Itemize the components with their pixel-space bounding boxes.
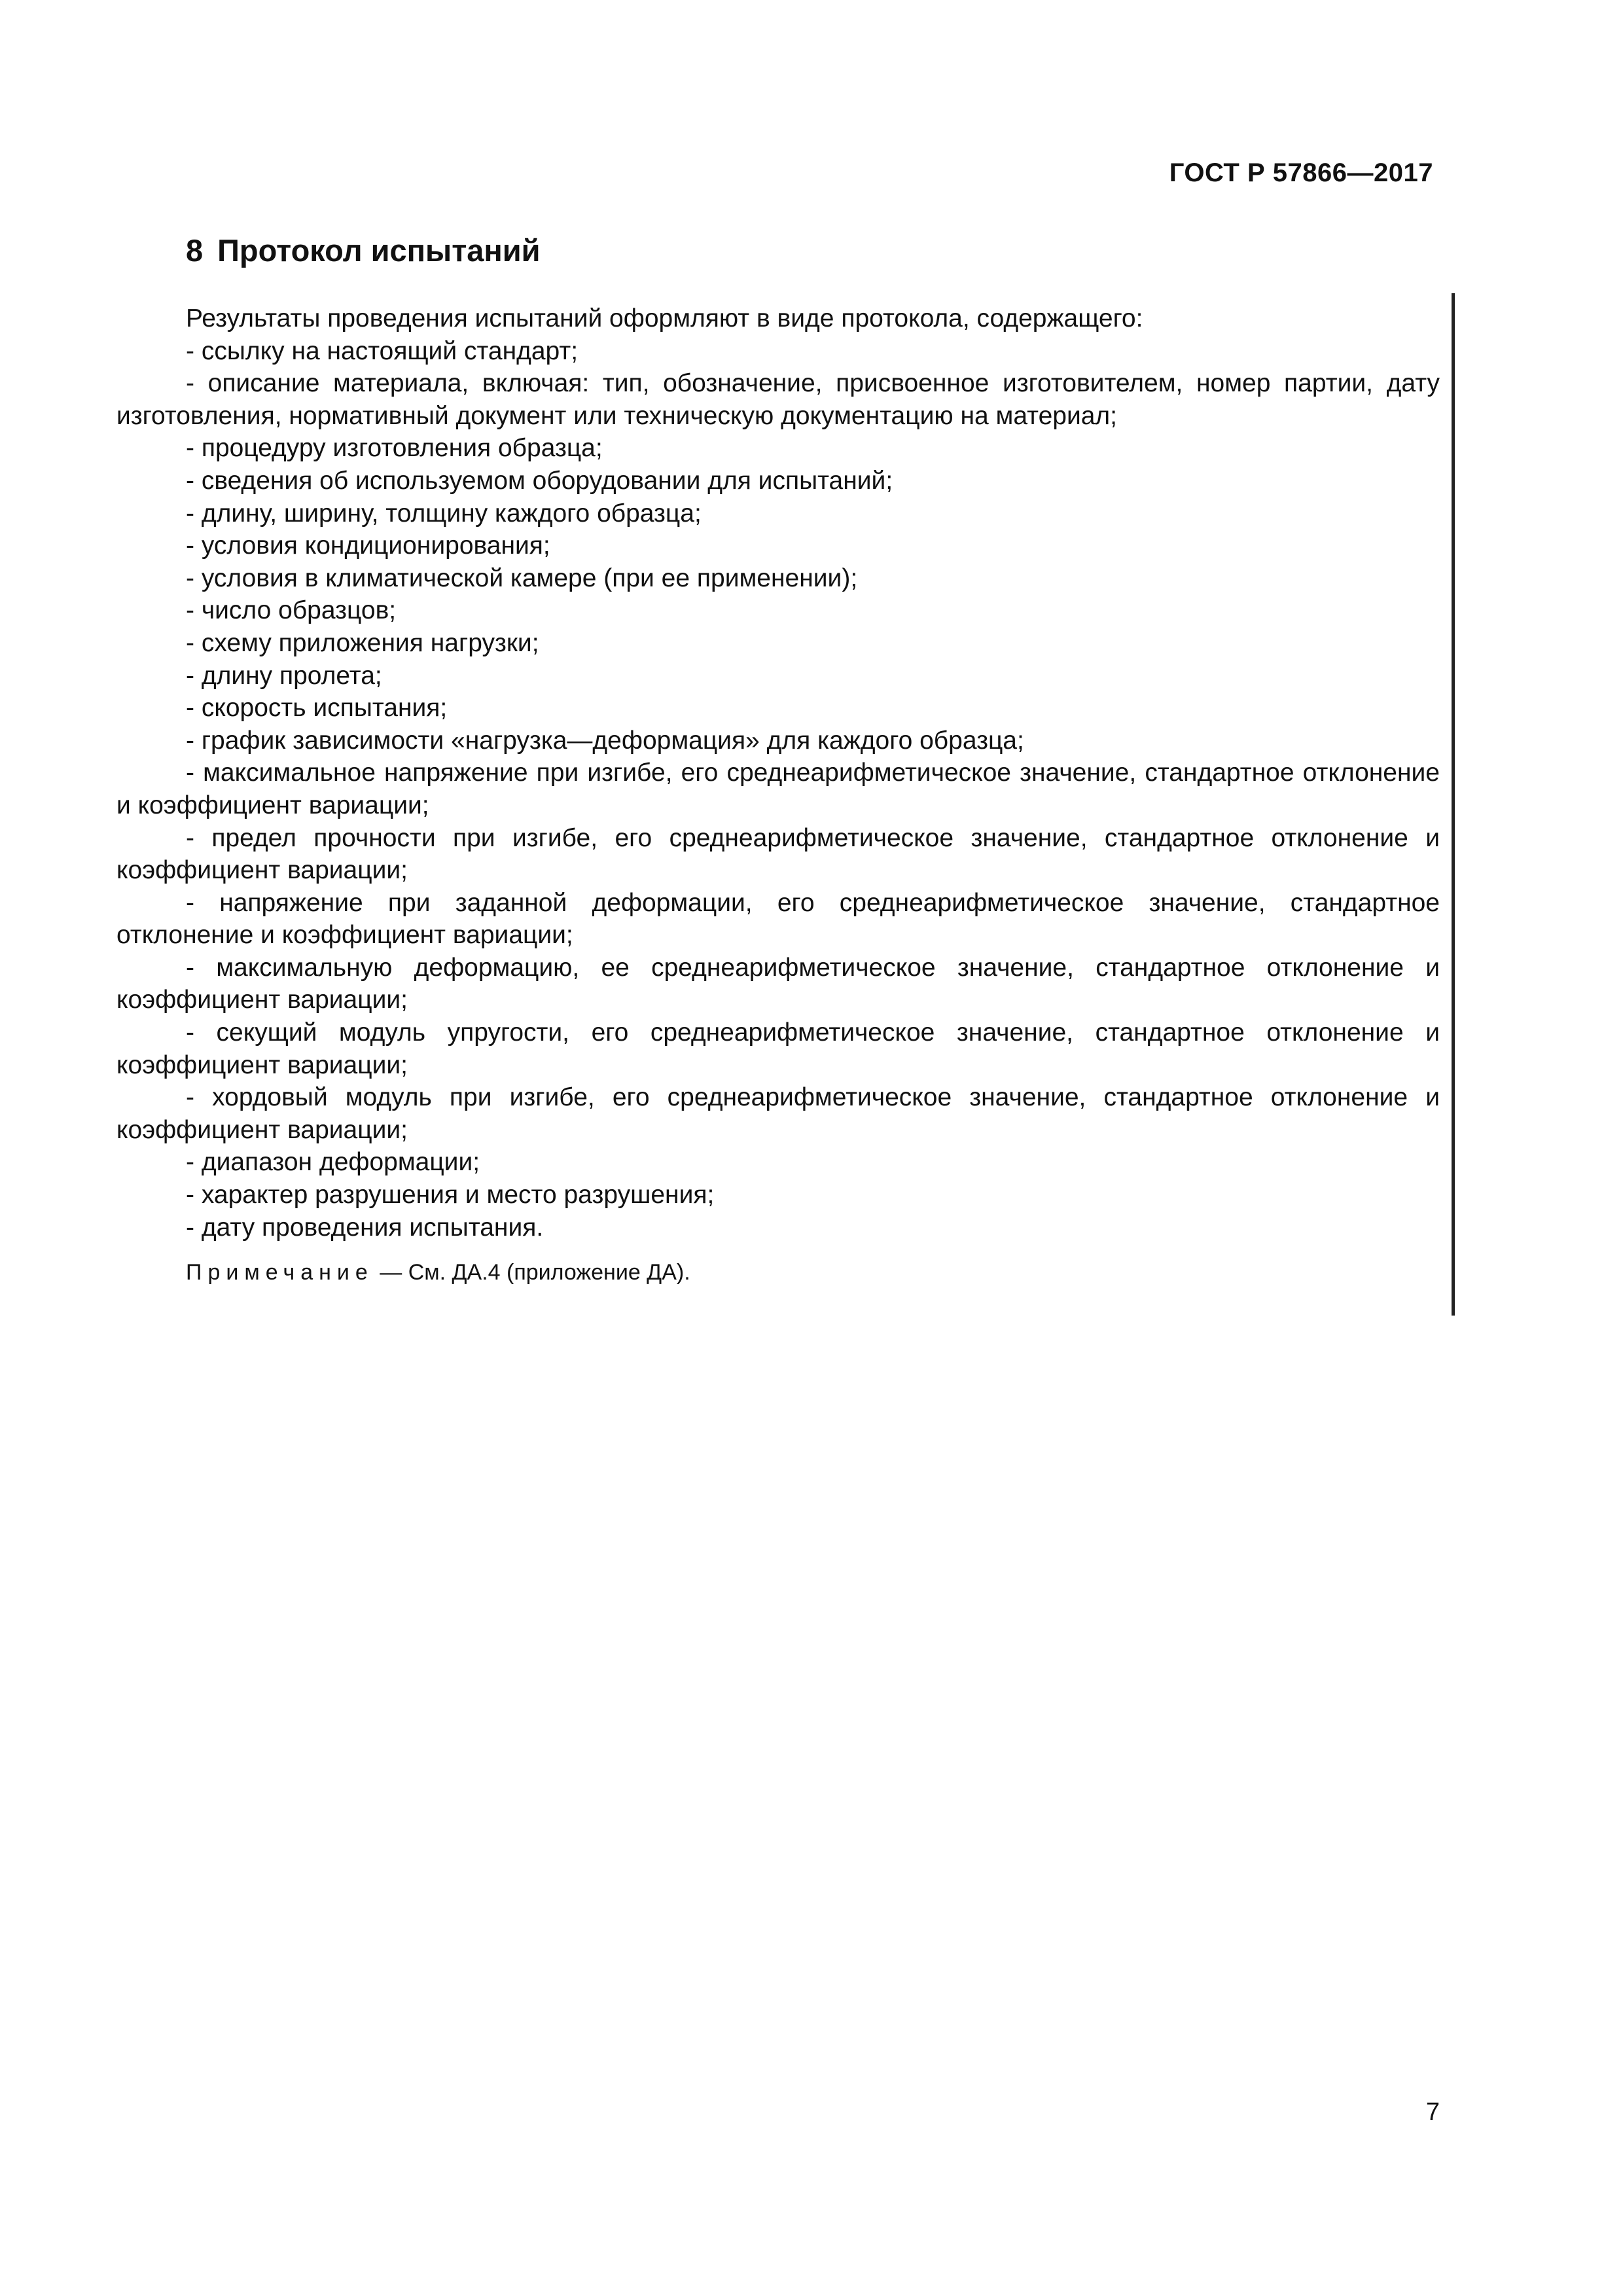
list-item: - напряжение при заданной деформации, его среднеарифметическое значение, стандартное отклонение и коэффициент вариации; <box>116 888 1440 950</box>
list-item: - диапазон деформации; <box>186 1148 480 1177</box>
list-item: - схему приложения нагрузки; <box>186 628 539 657</box>
note-text: — См. ДА.4 (приложение ДА). <box>380 1260 690 1285</box>
section-title: Протокол испытаний <box>217 233 541 268</box>
list-item: - хордовый модуль при изгибе, его среднеарифметическое значение, стандартное отклонение и коэффициент вариации; <box>116 1083 1440 1144</box>
page-number: 7 <box>1425 2098 1440 2126</box>
list-item: - максимальную деформацию, ее среднеарифметическое значение, стандартное отклонение и коэффициент вариации; <box>116 953 1440 1014</box>
list-item: - ссылку на настоящий стандарт; <box>186 336 579 365</box>
list-item: - процедуру изготовления образца; <box>186 434 603 463</box>
note <box>116 1258 1440 1287</box>
list-item: - предел прочности при изгибе, его среднеарифметическое значение, стандартное отклонение и коэффициент вариации; <box>116 823 1440 885</box>
list-item: - дату проведения испытания. <box>186 1213 544 1242</box>
list-item: - секущий модуль упругости, его среднеарифметическое значение, стандартное отклонение и коэффициент вариации; <box>116 1018 1440 1079</box>
list-item: - условия в климатической камере (при ее применении); <box>186 564 858 592</box>
list-item: - скорость испытания; <box>186 694 448 723</box>
list-item: - максимальное напряжение при изгибе, его среднеарифметическое значение, стандартное отклонение и коэффициент вариации; <box>116 759 1440 819</box>
list-item: - график зависимости «нагрузка—деформация» для каждого образца; <box>186 726 1024 755</box>
list-item: - характер разрушения и место разрушения; <box>186 1181 715 1210</box>
list-item: - длину, ширину, толщину каждого образца; <box>186 499 702 528</box>
list-item: - число образцов; <box>186 596 397 625</box>
list-item: - описание материала, включая: тип, обозначение, присвоенное изготовителем, номер партии, дату изготовления, нормативный документ или техническую документацию на материал; <box>116 369 1440 430</box>
body-text <box>116 302 1440 1287</box>
list-item: - длину пролета; <box>186 661 382 690</box>
section-heading <box>186 232 541 268</box>
note-label: Примечание <box>186 1260 374 1285</box>
standard-designation: ГОСТ Р 57866—2017 <box>1169 158 1433 187</box>
change-bar <box>1452 293 1455 1316</box>
list-item: - условия кондиционирования; <box>186 531 550 560</box>
intro-paragraph: Результаты проведения испытаний оформляют в виде протокола, содержащего: <box>186 304 1143 332</box>
section-number: 8 <box>186 233 204 268</box>
list-item: - сведения об используемом оборудовании для испытаний; <box>186 466 893 495</box>
